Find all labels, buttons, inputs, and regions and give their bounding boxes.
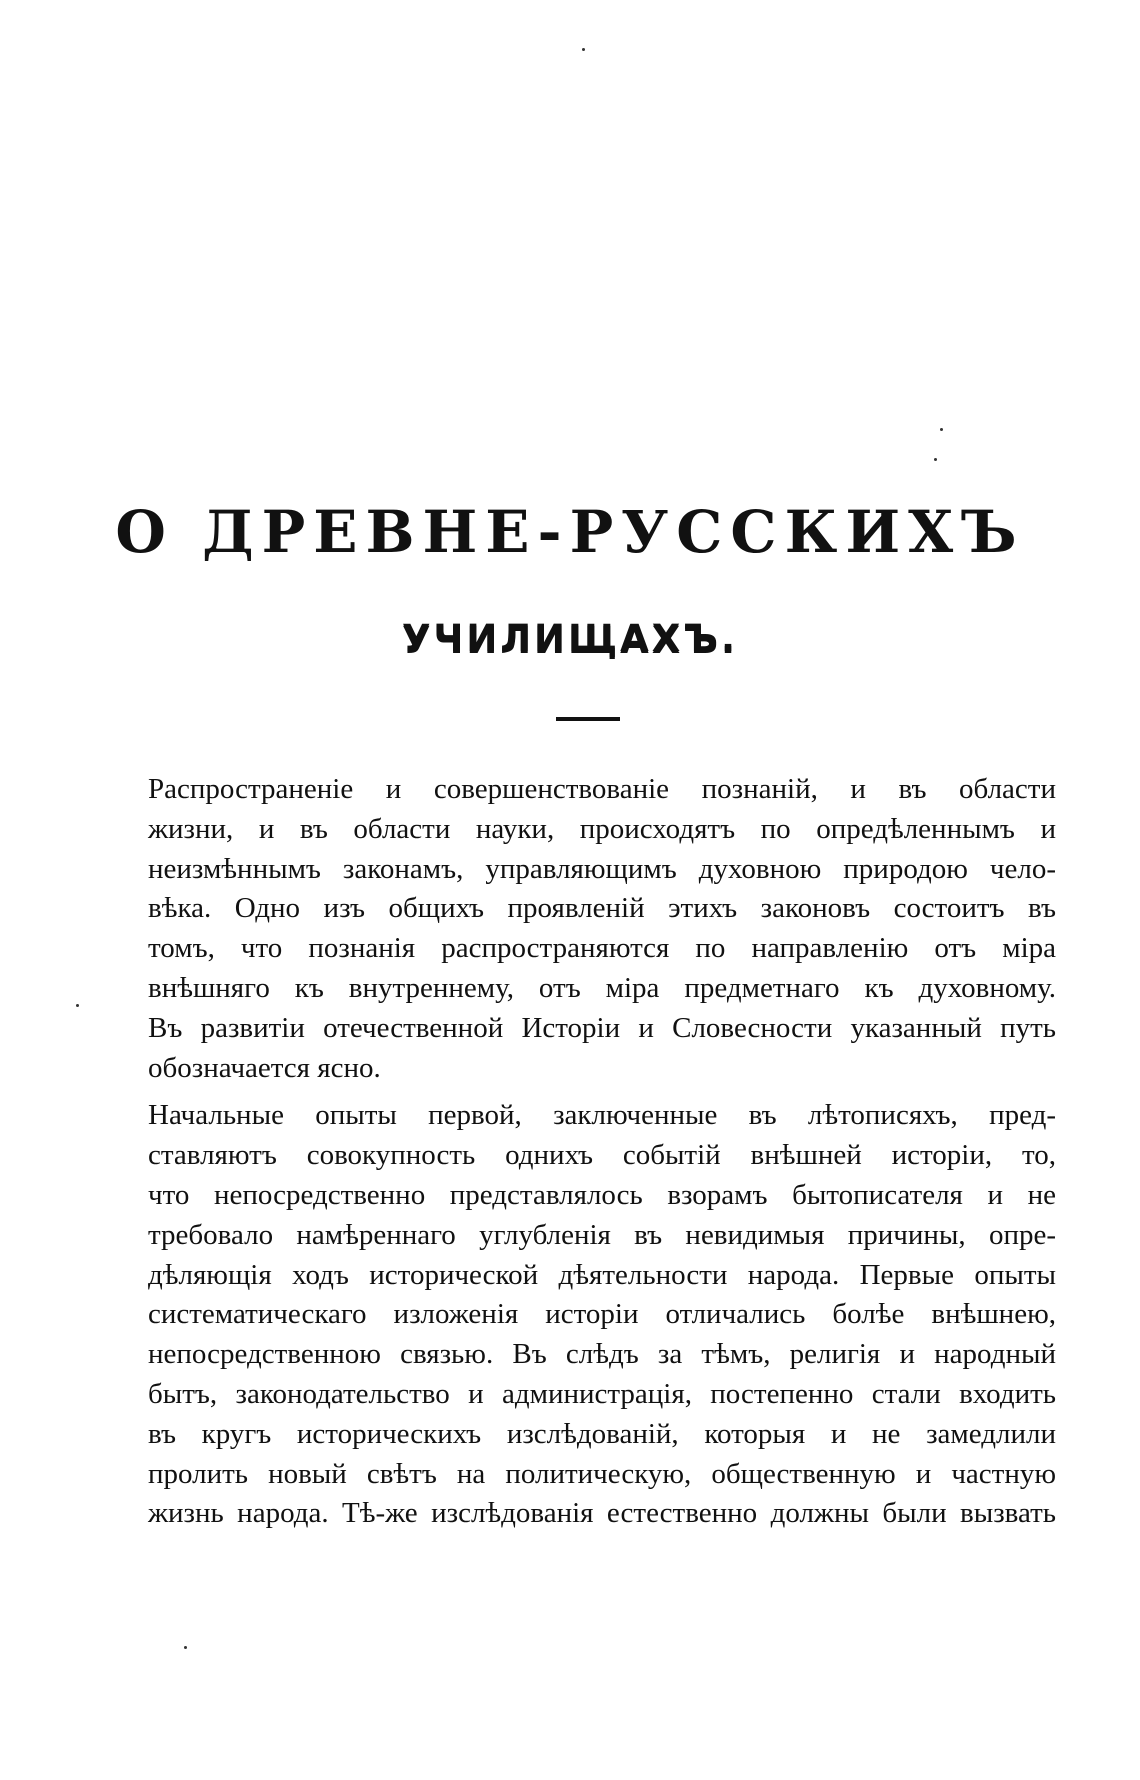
- title-divider: [556, 717, 620, 721]
- text-line: вѣка. Одно изъ общихъ проявленій этихъ законовъ состоитъ въ: [148, 892, 1056, 925]
- text-line: въ кругъ историческихъ изслѣдованій, которыя и не замедлили: [148, 1417, 1056, 1450]
- article-title: О ДРЕВНЕ-РУССКИХЪ: [115, 498, 1025, 566]
- article-body: [148, 770, 1056, 1542]
- text-line: неизмѣннымъ законамъ, управляющимъ духовною природою чело-: [148, 852, 1056, 885]
- text-line: жизнь народа. Тѣ-же изслѣдованія естественно должны были вызвать: [148, 1497, 1056, 1530]
- paper-speck: [184, 1646, 187, 1649]
- text-line: систематическаго изложенія исторіи отличались болѣе внѣшнею,: [148, 1298, 1056, 1331]
- text-line: бытъ, законодательство и администрація, постепенно стали входить: [148, 1377, 1056, 1410]
- text-line: требовало намѣреннаго углубленія въ невидимыя причины, опре-: [148, 1218, 1056, 1251]
- text-line: Въ развитіи отечественной Исторіи и Словесности указанный путь: [148, 1011, 1056, 1044]
- text-line: пролить новый свѣтъ на политическую, общественную и частную: [148, 1457, 1056, 1490]
- text-line: томъ, что познанія распространяются по направленію отъ міра: [148, 932, 1056, 965]
- text-line: Распространеніе и совершенствованіе познаній, и въ области: [148, 773, 1056, 805]
- paragraph-1: [148, 770, 1056, 1088]
- text-line: жизни, и въ области науки, происходятъ по опредѣленнымъ и: [148, 812, 1056, 845]
- text-line: непосредственною связью. Въ слѣдъ за тѣмъ, религія и народный: [148, 1338, 1056, 1371]
- text-line: ставляютъ совокупность однихъ событій внѣшней исторіи, то,: [148, 1139, 1056, 1172]
- article-subtitle: УЧИЛИЩАХЪ.: [401, 617, 739, 660]
- paper-speck: [76, 1004, 79, 1007]
- paragraph-2: [148, 1096, 1056, 1534]
- paper-speck: [934, 458, 937, 461]
- text-line: что непосредственно представлялось взорамъ бытописателя и не: [148, 1178, 1056, 1211]
- text-line: внѣшняго къ внутреннему, отъ міра предметнаго къ духовному.: [148, 971, 1056, 1004]
- text-line: Начальные опыты первой, заключенные въ лѣтописяхъ, пред-: [148, 1099, 1056, 1132]
- paper-speck: [582, 48, 585, 51]
- paper-speck: [940, 428, 943, 431]
- text-line: дѣляющія ходъ исторической дѣятельности народа. Первые опыты: [148, 1258, 1056, 1291]
- text-line: обозначается ясно.: [148, 1051, 381, 1084]
